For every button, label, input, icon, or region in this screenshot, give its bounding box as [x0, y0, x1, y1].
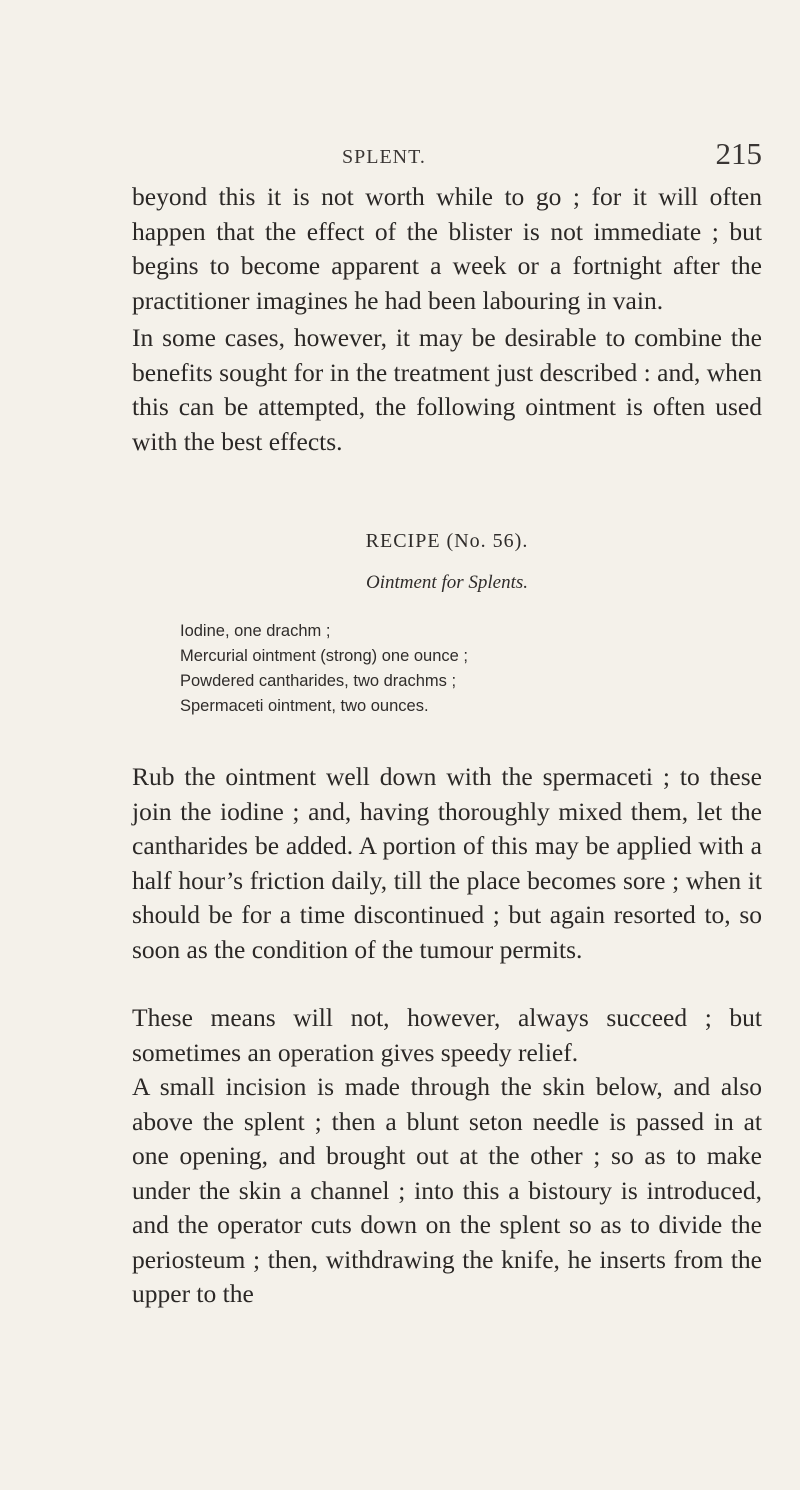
- running-head: [132, 136, 762, 176]
- recipe-subtitle: Ointment for Splents.: [365, 572, 529, 593]
- paragraph-combined-treatment: In some cases, however, it may be desirable to combine the benefits sought for in the treatment just described : and, when this can be attempted, the following ointment is often used with the best effects.: [132, 323, 762, 456]
- ingredient-item: Iodine, one drachm ;: [180, 622, 331, 640]
- recipe-title: RECIPE (No. 56).: [365, 530, 529, 552]
- paragraph-incision-procedure: A small incision is made through the skin below, and also above the splent ; then a blunt seton needle is passed in at one opening, and brought out at the other ; so as to make under the skin a channel ; into this a bistoury is introduced, and the operator cuts down on the splent so as to divide the periosteum ; then, withdrawing the knife, he inserts from the upper to the: [132, 1072, 762, 1308]
- ingredient-item: Spermaceti ointment, two ounces.: [180, 697, 429, 715]
- ingredient-item: Powdered cantharides, two drachms ;: [180, 672, 457, 690]
- running-title: SPLENT.: [342, 146, 426, 168]
- paragraph-rub-ointment: Rub the ointment well down with the spermaceti ; to these join the iodine ; and, having thoroughly mixed them, let the cantharides be added. A portion of this may be applied with a half hour’s friction daily, till the place becomes sore ; when it should be for a time discontinued ; but again resorted to, so soon as the condition of the tumour permits.: [132, 762, 762, 964]
- paragraph-operation-relief: These means will not, however, always succeed ; but sometimes an operation gives speedy relief.: [132, 1003, 762, 1067]
- ingredient-list: [180, 619, 760, 719]
- page-number: 215: [715, 136, 762, 171]
- paragraph-blister-effect: beyond this it is not worth while to go ; for it will often happen that the effect of the blister is not immediate ; but begins to become apparent a week or a fortnight after the practitioner imagines he had been labouring in vain.: [132, 182, 762, 315]
- ingredient-item: Mercurial ointment (strong) one ounce ;: [180, 647, 468, 665]
